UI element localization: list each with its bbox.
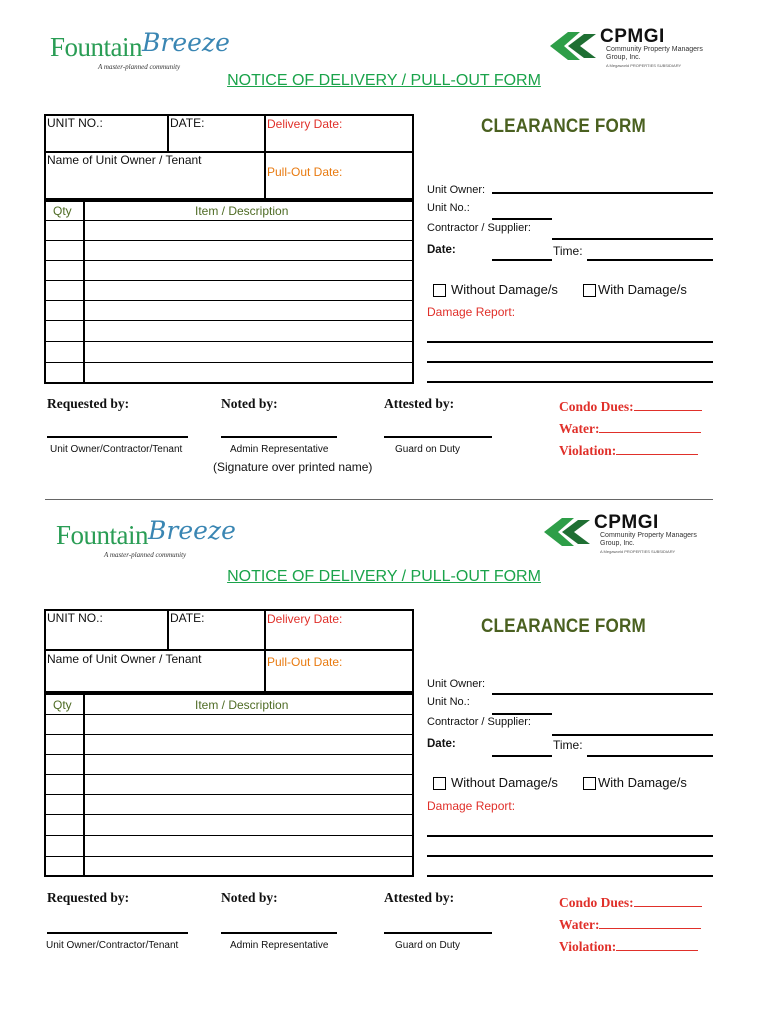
with-damage-checkbox[interactable] xyxy=(583,777,596,790)
unit-no-label: UNIT NO.: xyxy=(47,116,103,130)
requested-sub-label: Unit Owner/Contractor/Tenant xyxy=(46,940,179,951)
attested-signature-line[interactable] xyxy=(384,436,492,438)
water-label: Water: xyxy=(559,916,701,933)
violation-label: Violation: xyxy=(559,442,698,459)
water-label: Water: xyxy=(559,420,701,437)
damage-report-line-2[interactable] xyxy=(427,855,713,857)
damage-report-label: Damage Report: xyxy=(427,305,516,319)
noted-by-label: Noted by: xyxy=(221,890,278,905)
date-label: DATE: xyxy=(170,611,205,625)
signature-note: (Signature over printed name) xyxy=(213,460,373,474)
item-description-header: Item / Description xyxy=(195,204,289,218)
logo-script-text: Breeze xyxy=(142,28,230,57)
unit-no-field-label: Unit No.: xyxy=(427,202,470,214)
time-label: Time: xyxy=(553,244,583,258)
contractor-line[interactable] xyxy=(552,734,713,736)
attested-by-label: Attested by: xyxy=(384,396,455,411)
unit-owner-label: Unit Owner: xyxy=(427,678,486,690)
requested-signature-line[interactable] xyxy=(47,436,188,438)
fountain-breeze-logo xyxy=(56,516,236,562)
cpmgi-emblem-icon xyxy=(544,514,592,550)
items-table xyxy=(44,200,414,384)
condo-dues-label: Condo Dues: xyxy=(559,398,702,415)
without-damage-checkbox[interactable] xyxy=(433,284,446,297)
logo-main-text: Fountain xyxy=(50,32,143,62)
unit-no-field-label: Unit No.: xyxy=(427,696,470,708)
clearance-title: CLEARANCE FORM xyxy=(481,616,646,637)
cpmgi-logo xyxy=(544,512,704,556)
requested-by-label: Requested by: xyxy=(47,396,130,411)
form-top xyxy=(0,0,768,500)
violation-label: Violation: xyxy=(559,938,698,955)
attested-by-label: Attested by: xyxy=(384,890,455,905)
noted-sub-label: Admin Representative xyxy=(230,940,329,951)
date-field-label: Date: xyxy=(427,244,456,256)
logo-main-text: Fountain xyxy=(56,520,149,550)
requested-by-label: Requested by: xyxy=(47,890,130,905)
cpmgi-subtitle: Community Property Managers Group, Inc. xyxy=(606,46,703,61)
pullout-date-label: Pull-Out Date: xyxy=(267,165,343,179)
without-damage-label: Without Damage/s xyxy=(451,282,558,297)
logo-tagline: A master-planned community xyxy=(98,63,181,71)
with-damage-checkbox[interactable] xyxy=(583,284,596,297)
unit-owner-line[interactable] xyxy=(492,693,713,695)
damage-report-line-2[interactable] xyxy=(427,361,713,363)
logo-tagline: A master-planned community xyxy=(104,551,187,559)
form-bottom xyxy=(0,496,768,996)
noted-signature-line[interactable] xyxy=(221,932,337,934)
contractor-label: Contractor / Supplier: xyxy=(427,716,531,728)
clearance-title: CLEARANCE FORM xyxy=(481,116,646,137)
date-line[interactable] xyxy=(492,755,552,757)
time-line[interactable] xyxy=(587,259,713,261)
requested-signature-line[interactable] xyxy=(47,932,188,934)
unit-owner-label: Unit Owner: xyxy=(427,184,486,196)
date-label: DATE: xyxy=(170,116,205,130)
time-line[interactable] xyxy=(587,755,713,757)
noted-signature-line[interactable] xyxy=(221,436,337,438)
pullout-date-label: Pull-Out Date: xyxy=(267,655,343,669)
damage-report-line-3[interactable] xyxy=(427,875,713,877)
attested-sub-label: Guard on Duty xyxy=(395,444,461,455)
cpmgi-subtitle: Community Property Managers Group, Inc. xyxy=(600,532,697,547)
owner-tenant-label: Name of Unit Owner / Tenant xyxy=(47,153,202,167)
with-damage-label: With Damage/s xyxy=(598,282,687,297)
cpmgi-name: CPMGI xyxy=(594,512,659,533)
unit-owner-line[interactable] xyxy=(492,192,713,194)
contractor-label: Contractor / Supplier: xyxy=(427,222,531,234)
cpmgi-emblem-icon xyxy=(550,28,598,64)
delivery-date-label: Delivery Date: xyxy=(267,612,343,626)
noted-by-label: Noted by: xyxy=(221,396,278,411)
unit-no-label: UNIT NO.: xyxy=(47,611,103,625)
fountain-breeze-logo xyxy=(50,28,230,74)
delivery-date-label: Delivery Date: xyxy=(267,117,343,131)
cpmgi-tiny: A Megaworld PROPERTIES SUBSIDIARY xyxy=(600,549,676,554)
cpmgi-tiny: A Megaworld PROPERTIES SUBSIDIARY xyxy=(606,63,682,68)
contractor-line[interactable] xyxy=(552,238,713,240)
qty-header: Qty xyxy=(53,204,72,218)
owner-tenant-label: Name of Unit Owner / Tenant xyxy=(47,652,202,666)
item-description-header: Item / Description xyxy=(195,698,289,712)
items-table xyxy=(44,693,414,877)
cpmgi-logo xyxy=(550,26,710,70)
condo-dues-label: Condo Dues: xyxy=(559,894,702,911)
noted-sub-label: Admin Representative xyxy=(230,444,329,455)
unit-no-line[interactable] xyxy=(492,713,552,715)
requested-sub-label: Unit Owner/Contractor/Tenant xyxy=(50,444,183,455)
without-damage-label: Without Damage/s xyxy=(451,775,558,790)
attested-sub-label: Guard on Duty xyxy=(395,940,461,951)
cpmgi-name: CPMGI xyxy=(600,26,665,47)
without-damage-checkbox[interactable] xyxy=(433,777,446,790)
damage-report-line-1[interactable] xyxy=(427,835,713,837)
unit-no-line[interactable] xyxy=(492,218,552,220)
attested-signature-line[interactable] xyxy=(384,932,492,934)
damage-report-line-1[interactable] xyxy=(427,341,713,343)
logo-script-text: Breeze xyxy=(148,516,236,545)
date-line[interactable] xyxy=(492,259,552,261)
qty-header: Qty xyxy=(53,698,72,712)
damage-report-label: Damage Report: xyxy=(427,799,516,813)
notice-title: NOTICE OF DELIVERY / PULL-OUT FORM xyxy=(227,568,541,585)
time-label: Time: xyxy=(553,738,583,752)
with-damage-label: With Damage/s xyxy=(598,775,687,790)
notice-title: NOTICE OF DELIVERY / PULL-OUT FORM xyxy=(227,72,541,89)
date-field-label: Date: xyxy=(427,738,456,750)
damage-report-line-3[interactable] xyxy=(427,381,713,383)
